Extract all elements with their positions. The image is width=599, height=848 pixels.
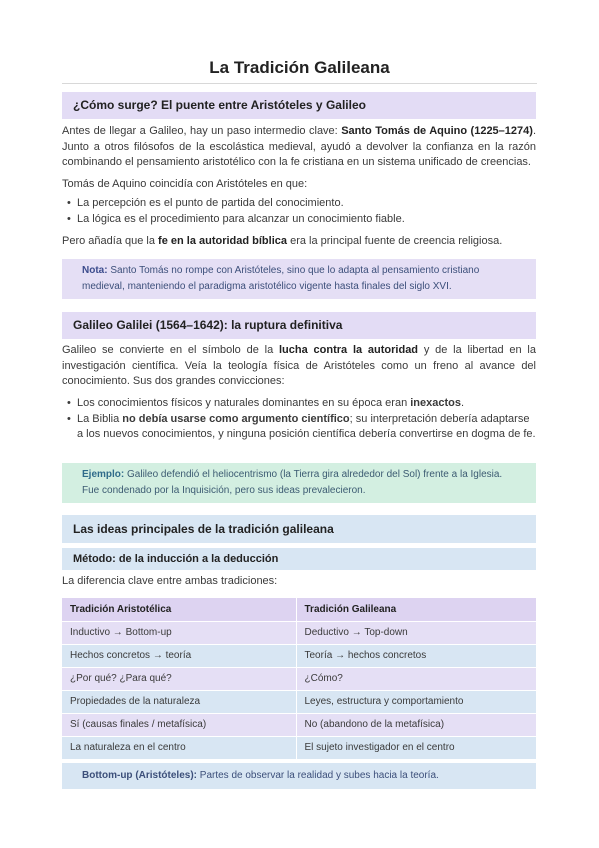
example-box-galileo: Ejemplo: Galileo defendió el heliocentrismo (la Tierra gira alrededor del Sol) frente a la Iglesia. Fue condenado por la Inquisición, pero sus ideas prevalecieron. (62, 463, 536, 503)
table-cell: Sí (causas finales / metafísica) (62, 713, 296, 736)
table-cell: Propiedades de la naturaleza (62, 690, 296, 713)
paragraph-coincidia: Tomás de Aquino coincidía con Aristóteles en que: (62, 178, 308, 190)
bold-aquino: Santo Tomás de Aquino (1225–1274) (341, 125, 533, 137)
table-header-row (62, 598, 536, 621)
list-item: • Los conocimientos físicos y naturales dominantes en su época eran inexactos. (62, 396, 536, 412)
table-cell: ¿Por qué? ¿Para qué? (62, 667, 296, 690)
table-cell: No (abandono de la metafísica) (296, 713, 536, 736)
note-box-bottom-up: Bottom-up (Aristóteles): Partes de observar la realidad y subes hacia la teoría. (62, 763, 536, 789)
table-row (62, 621, 536, 644)
list-item: • La percepción es el punto de partida del conocimiento. (62, 196, 536, 212)
note-label: Bottom-up (Aristóteles): (82, 770, 197, 781)
bullet-list-galileo (62, 396, 536, 443)
table-cell: Leyes, estructura y comportamiento (296, 690, 536, 713)
column-header-galileana: Tradición Galileana (296, 598, 536, 621)
bold-lucha: lucha contra la autoridad (279, 344, 419, 356)
page-title: La Tradición Galileana (62, 58, 537, 84)
table-row (62, 644, 536, 667)
section-heading-galileo: Galileo Galilei (1564–1642): la ruptura definitiva (62, 312, 536, 339)
section-heading-origen: ¿Cómo surge? El puente entre Aristóteles y Galileo (62, 92, 536, 119)
table-cell: Inductivo → Bottom-up (62, 621, 296, 644)
bullet-list-aquino (62, 196, 536, 227)
table-row (62, 667, 536, 690)
table-row (62, 690, 536, 713)
subheading-metodo: Método: de la inducción a la deducción (62, 548, 536, 570)
table-cell: Teoría → hechos concretos (296, 644, 536, 667)
note-box-aquino: Nota: Santo Tomás no rompe con Aristóteles, sino que lo adapta al pensamiento cristiano medieval, manteniendo el paradigma aristotélico vigente hasta finales del siglo XVI. (62, 259, 536, 299)
table-cell: ¿Cómo? (296, 667, 536, 690)
table-row (62, 736, 536, 759)
table-cell: Hechos concretos → teoría (62, 644, 296, 667)
paragraph-intro-aquino: Antes de llegar a Galileo, hay un paso intermedio clave: Santo Tomás de Aquino (1225–1274). Junto a otros filósofos de la escolástica medieval, ayudó a devolver la confianza en la razón combinando el pensamiento aristotélico con la fe cristiana en un sistema unificado de creencias. (62, 125, 536, 168)
section-heading-ideas: Las ideas principales de la tradición galileana (62, 515, 536, 543)
column-header-aristotelica: Tradición Aristotélica (62, 598, 296, 621)
table-row (62, 713, 536, 736)
bold-inexactos: inexactos (410, 397, 461, 409)
table-cell: Deductivo → Top-down (296, 621, 536, 644)
comparison-table (62, 598, 536, 760)
example-label: Ejemplo: (82, 469, 125, 480)
paragraph-diferencia: La diferencia clave entre ambas tradiciones: (62, 575, 278, 587)
bold-fe-biblica: fe en la autoridad bíblica (158, 235, 288, 247)
list-item: • La Biblia no debía usarse como argumento científico; su interpretación debería adaptarse a los nuevos conocimientos, y ninguna posición científica debería convertirse en dogma de fe. (62, 412, 536, 443)
table-cell: La naturaleza en el centro (62, 736, 296, 759)
paragraph-anadia: Pero añadía que la fe en la autoridad bíblica era la principal fuente de creencia religiosa. (62, 235, 503, 247)
table-cell: El sujeto investigador en el centro (296, 736, 536, 759)
bold-no-biblia: no debía usarse como argumento científico (122, 412, 350, 425)
paragraph-intro-galileo: Galileo se convierte en el símbolo de la lucha contra la autoridad y de la libertad en la investigación científica. Veía la teología física de Aristóteles como un freno al avance del conocimiento. Sus dos grandes convicciones: (62, 344, 536, 387)
list-item: • La lógica es el procedimiento para alcanzar un conocimiento fiable. (62, 212, 536, 228)
note-label: Nota: (82, 265, 108, 276)
